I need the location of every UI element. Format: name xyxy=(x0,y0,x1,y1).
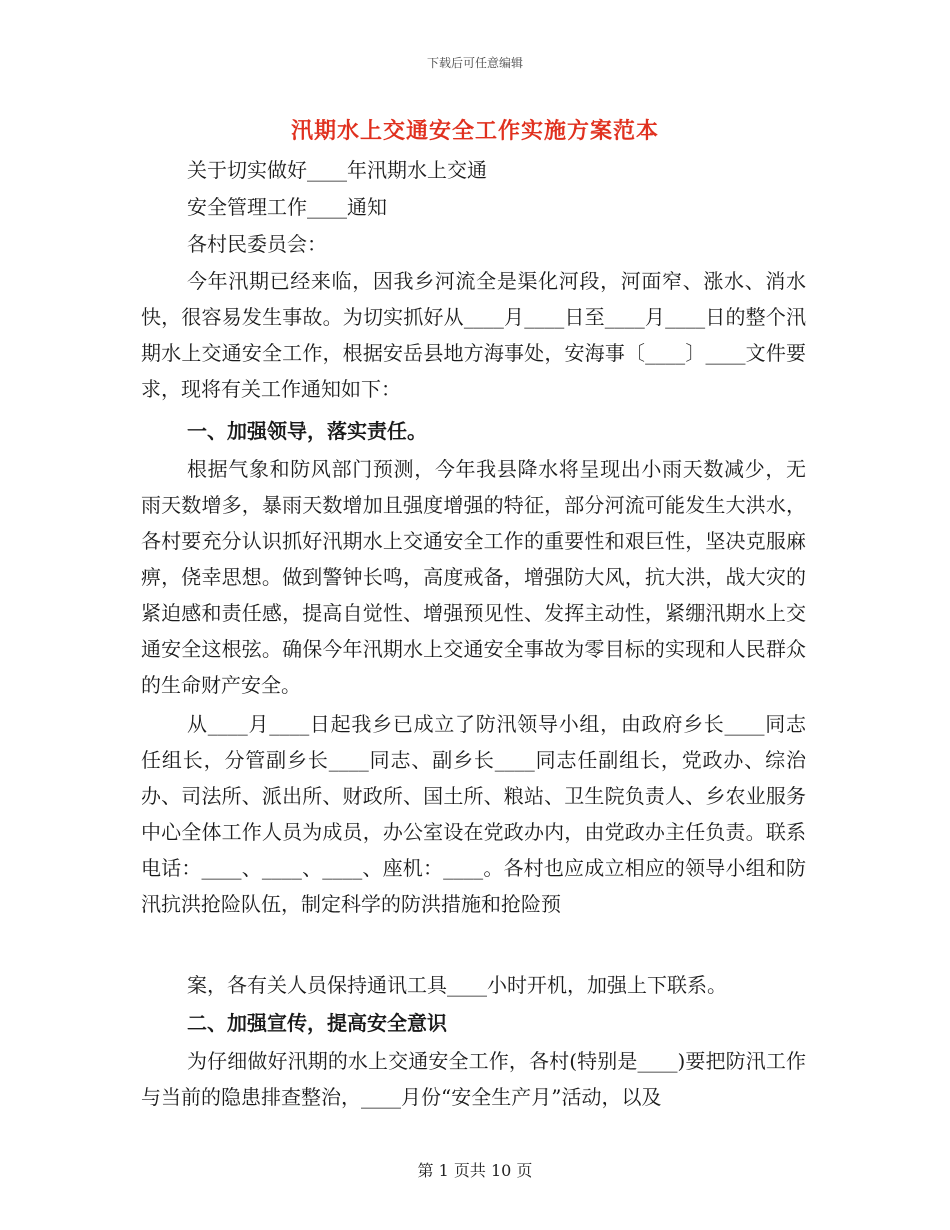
section-2-heading: 二、加强宣传，提高安全意识 xyxy=(187,1011,447,1035)
section-1-heading: 一、加强领导，落实责任。 xyxy=(187,419,427,443)
section-1-paragraph-1: 根据气象和防风部门预测，今年我县降水将呈现出小雨天数减少，无雨天数增多，暴雨天数增加且强度增强的特征，部分河流可能发生大洪水，各村要充分认识抓好汛期水上交通安全工作的重要性和艰巨性，坚决克服麻痹，侥幸思想。做到警钟长鸣，高度戒备，增强防大风，抗大洪，战大灾的紧迫感和责任感，提高自觉性、增强预见性、发挥主动性，紧绷汛期水上交通安全这根弦。确保今年汛期水上交通安全事故为零目标的实现和人民群众的生命财产安全。 xyxy=(141,457,806,697)
subject-line-1: 关于切实做好____年汛期水上交通 xyxy=(187,158,487,182)
salutation: 各村民委员会： xyxy=(187,232,327,256)
page-number-footer: 第 1 页共 10 页 xyxy=(417,1161,533,1180)
section-1-paragraph-2: 从____月____日起我乡已成立了防汛领导小组，由政府乡长____同志任组长，分管副乡长____同志、副乡长____同志任副组长，党政办、综治办、司法所、派出所、财政所、国土所、粮站、卫生院负责人、乡农业服务中心全体工作人员为成员，办公室设在党政办内，由党政办主任负责。联系电话：____、____、____、座机：____。各村也应成立相应的领导小组和防汛抗洪抢险队伍，制定科学的防洪措施和抢险预 xyxy=(141,712,806,916)
section-1-paragraph-3: 案，各有关人员保持通讯工具____小时开机，加强上下联系。 xyxy=(187,973,727,997)
intro-paragraph: 今年汛期已经来临，因我乡河流全是渠化河段，河面窄、涨水、消水快，很容易发生事故。为切实抓好从____月____日至____月____日的整个汛期水上交通安全工作，根据安岳县地方海事处，安海事〔____〕____文件要求，现将有关工作通知如下： xyxy=(141,269,806,401)
document-title: 汛期水上交通安全工作实施方案范本 xyxy=(290,118,659,144)
section-2-paragraph-1: 为仔细做好汛期的水上交通安全工作，各村(特别是____)要把防汛工作与当前的隐患排查整治，____月份“安全生产月”活动，以及 xyxy=(141,1049,806,1109)
header-note: 下载后可任意编辑 xyxy=(426,56,523,70)
subject-line-2: 安全管理工作____通知 xyxy=(187,195,387,219)
